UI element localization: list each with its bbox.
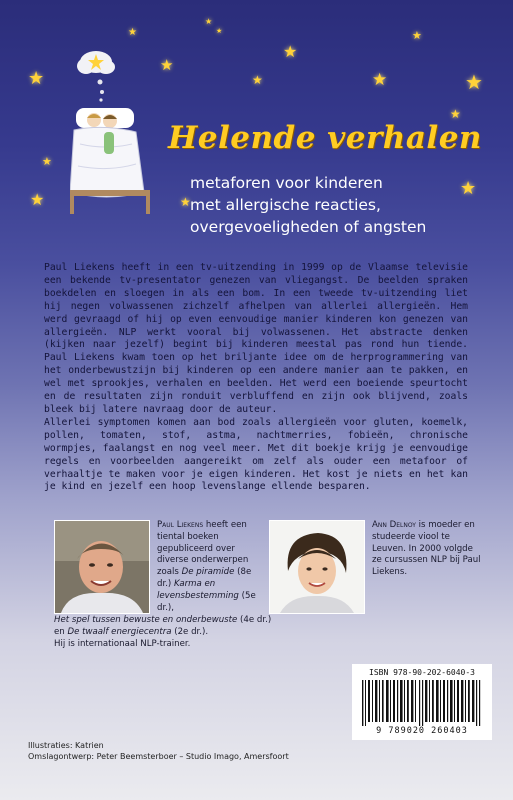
barcode-bars <box>360 680 484 726</box>
star-icon: ★ <box>412 29 422 42</box>
blurb-paragraph: Allerlei symptomen komen aan bod zoals allergieën voor gluten, koemelk, pollen, tomaten, stof, astma, nachtmerries, fobieën, chronische wormpjes, faalangst en nog veel meer. Met dit boekje krijg je eenvoudige regels en voorbeelden aangereikt om zelf als ouder een metafoor of verhaaltje te maken voor je eigen kinderen. Het kost je niets en het kan je kind en jezelf een hoop levenslange ellende besparen. <box>44 416 468 493</box>
star-icon: ★ <box>372 70 388 90</box>
book-reference: Karma en levensbestemming <box>157 578 239 601</box>
child-in-bed-illustration <box>70 48 170 228</box>
author-bio: Paul Liekens heeft een tiental boeken gepubliceerd over diverse onderwerpen zoals De piramide (8e dr.) Karma en levensbestemming (5e dr.), <box>157 520 256 613</box>
star-icon: ★ <box>450 107 461 121</box>
coauthor-photo <box>269 520 365 614</box>
credits <box>28 740 289 762</box>
barcode <box>352 664 492 740</box>
star-icon: ★ <box>283 42 298 61</box>
subtitle-line: met allergische reacties, <box>190 196 381 214</box>
author-photo <box>54 520 150 614</box>
star-icon: ★ <box>205 17 213 26</box>
coauthor-bio: Ann Delnoy is moeder en studeerde viool te Leuven. In 2000 volgde ze cursussen NLP bij Paul Liekens. <box>372 520 481 578</box>
star-icon: ★ <box>216 27 223 35</box>
book-title: Helende verhalen <box>168 120 482 156</box>
star-icon: ★ <box>465 70 483 94</box>
star-icon: ★ <box>128 27 137 38</box>
book-reference: De piramide <box>181 567 235 578</box>
star-icon: ★ <box>30 190 45 209</box>
book-reference: De twaalf energiecentra <box>67 626 172 637</box>
star-icon: ★ <box>180 195 191 209</box>
star-icon: ★ <box>252 73 263 87</box>
subtitle-line: metaforen voor kinderen <box>190 174 383 192</box>
coauthor-name: Ann Delnoy <box>372 520 416 530</box>
star-icon: ★ <box>160 56 174 74</box>
author-bio-continued: Het spel tussen bewuste en onderbewuste (4e dr.) en De twaalf energiecentra (2e dr.). Hij is internationaal NLP-trainer. <box>54 615 272 649</box>
blurb-text <box>44 262 468 494</box>
blurb-paragraph: Paul Liekens heeft in een tv-uitzending in 1999 op de Vlaamse televisie een bekende tv-presentator genezen van vliegangst. De beelden spraken boekdelen en sloegen in als een bom. In een tweede tv-uitzending liet hij negen volwassenen zichzelf afhelpen van allerlei allergieën. Hem werd gevraagd of hij op even eenvoudige manier kinderen kon genezen van allergieën. NLP werkt vooral bij volwassenen. Het abstracte denken (kijken naar jezelf) begint bij kinderen meestal pas rond hun tiende. Paul Liekens kwam toen op het briljante idee om de herprogrammering van het onderbewustzijn bij kinderen op een andere manier aan te pakken, en wel met sprookjes, verhalen en beelden. Het werd een boeiende speurtocht en de resultaten zijn ronduit verbluffend en zijn ook blijvend, zoals bleek bij latere navraag door de auteur. <box>44 262 468 415</box>
author-name: Paul Liekens <box>157 520 204 530</box>
subtitle-line: overgevoeligheden of angsten <box>190 218 427 236</box>
isbn-number: ISBN 978-90-202-6040-3 <box>369 668 475 677</box>
star-icon: ★ <box>460 178 477 199</box>
book-subtitle <box>190 172 490 238</box>
illustrations-credit: Illustraties: Katrien <box>28 741 104 750</box>
barcode-digits: 9 789020 260403 <box>376 726 468 736</box>
book-reference: Het spel tussen bewuste en onderbewuste <box>54 615 238 625</box>
star-icon: ★ <box>28 68 45 89</box>
cover-design-credit: Omslagontwerp: Peter Beemsterboer – Studio Imago, Amersfoort <box>28 752 289 761</box>
star-icon: ★ <box>42 155 52 168</box>
